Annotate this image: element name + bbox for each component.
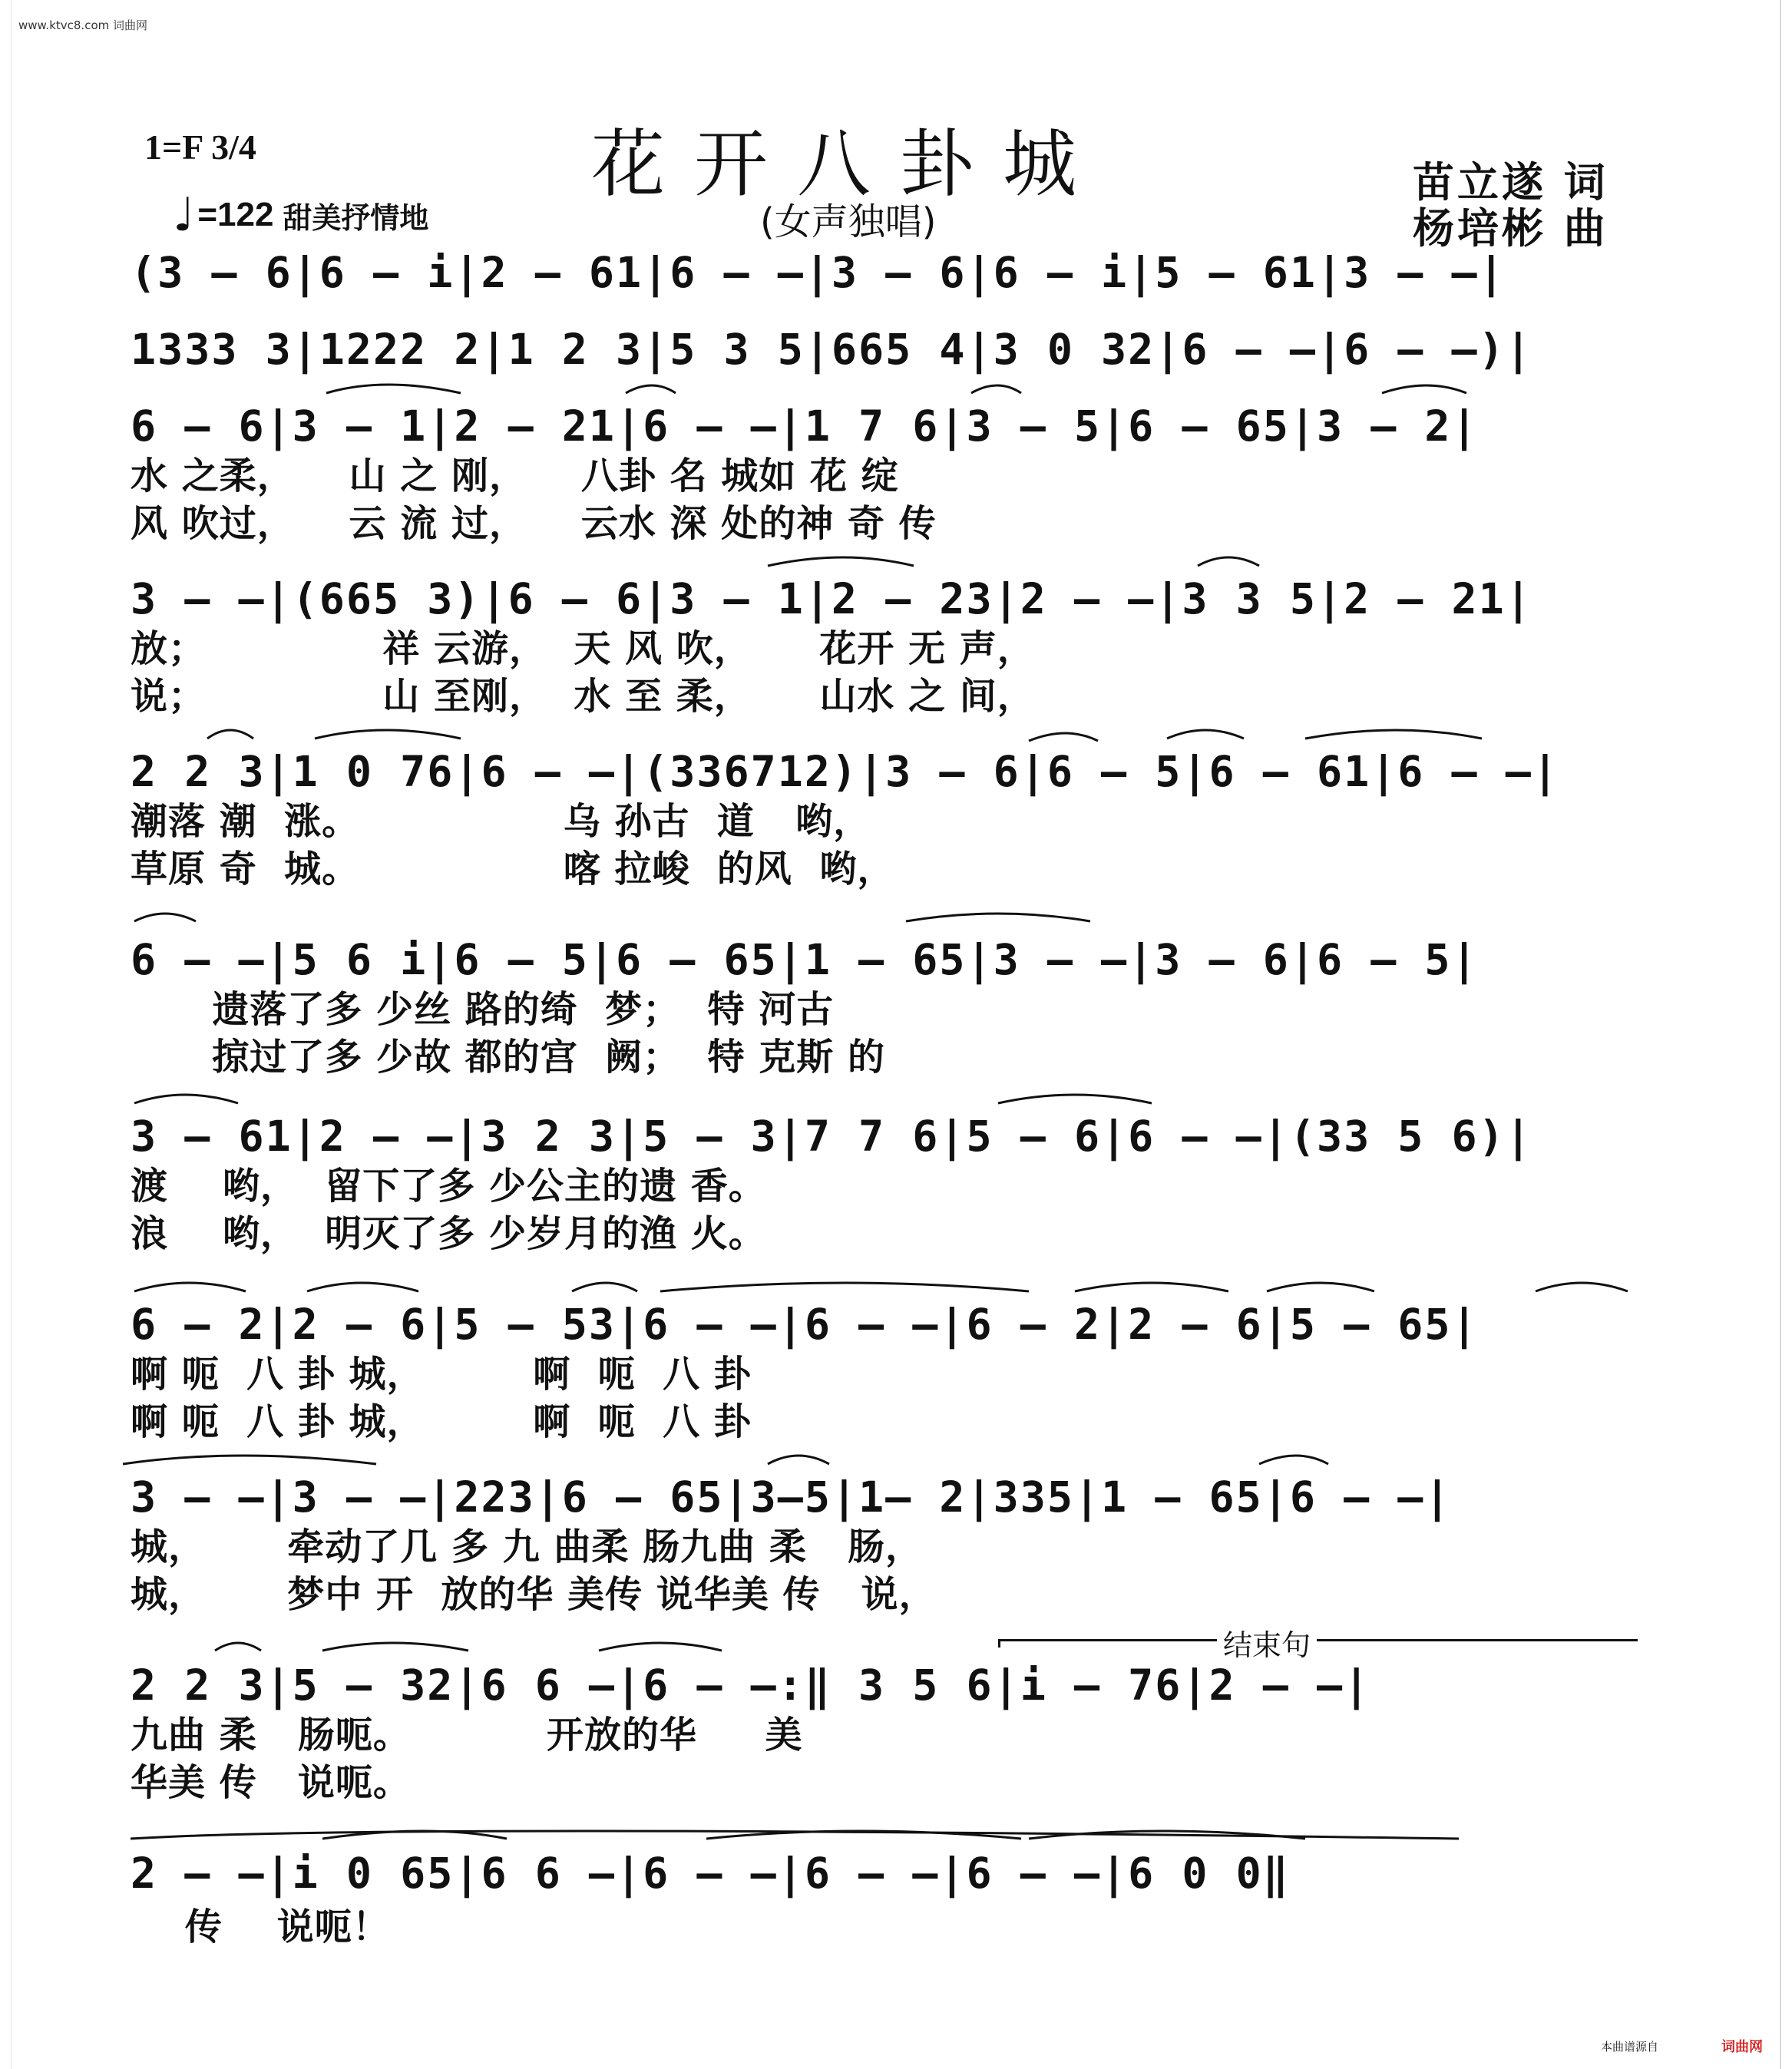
lyric-verse-1: 水 之柔， 山 之 刚， 八卦 名 城如 花 绽 <box>131 454 899 497</box>
slur <box>1075 1283 1228 1291</box>
slur <box>134 1095 238 1103</box>
slur <box>768 557 914 566</box>
notation-line: 6 — 2|2 — 6|5 — 53|6 — —|6 — —|6 — 2|2 — 6|5 — 65| <box>131 1300 1479 1349</box>
slur <box>326 385 461 393</box>
slur <box>998 1095 1152 1103</box>
lyric-verse-1: 遗落了多 少丝 路的绮 梦； 特 河古 <box>131 988 835 1031</box>
slur <box>315 730 461 739</box>
key-signature: 1=F 3/4 <box>144 127 256 167</box>
lyric-verse-1: 放； 祥 云游， 天 风 吹， 花开 无 声， <box>131 627 1035 670</box>
slur <box>1382 385 1466 393</box>
lyric-verse-1: 城， 牵动了几 多 九 曲柔 肠九曲 柔 肠， <box>131 1525 923 1568</box>
lyric-verse-1: 啊 呃 八 卦 城， 啊 呃 八 卦 <box>131 1353 752 1396</box>
lyric-verse-2: 城， 梦中 开 放的华 美传 说华美 传 说， <box>131 1573 937 1616</box>
lyric-verse-2: 华美 传 说呃。 <box>131 1761 411 1804</box>
ending-bracket <box>998 1639 1638 1648</box>
lyric-verse-2: 浪 哟， 明灭了多 少岁月的渔 火。 <box>131 1212 766 1255</box>
slur <box>322 1831 507 1839</box>
slur <box>207 730 253 739</box>
notation-line: 2 2 3|1 0 76|6 — —|(336712)|3 — 6|6 — 5|6 — 61|6 — —| <box>131 747 1559 796</box>
notation-line: 6 — —|5 6 i|6 — 5|6 — 65|1 — 65|3 — —|3 — 6|6 — 5| <box>131 935 1479 984</box>
slur <box>1198 557 1259 566</box>
lyric-verse-1: 渡 哟， 留下了多 少公主的遗 香。 <box>131 1165 766 1208</box>
left-border-line <box>11 0 12 2069</box>
slur <box>1267 1283 1374 1291</box>
slur <box>768 1456 829 1464</box>
song-subtitle: (女声独唱) <box>760 200 937 243</box>
notation-line: 3 — —|3 — —|223|6 — 65|3—5|1— 2|335|1 — 65|6 — —| <box>131 1472 1452 1522</box>
notation-line: 2 2 3|5 — 32|6 6 —|6 — —:‖ 3 5 6|i — 76|2 — —| <box>131 1661 1371 1710</box>
tempo-marking <box>173 188 428 242</box>
slur <box>1029 1831 1305 1839</box>
lyric-verse-2: 掠过了多 少故 都的宫 阙； 特 克斯 的 <box>131 1036 885 1079</box>
composer-credit: 杨培彬 曲 <box>1413 204 1609 253</box>
lyric-verse-2: 风 吹过， 云 流 过， 云水 深 处的神 奇 传 <box>131 502 937 545</box>
tempo-style: 甜美抒情地 <box>283 200 429 235</box>
slur <box>322 1643 468 1651</box>
slur <box>706 1831 1021 1839</box>
notation-line: 1333 3|1222 2|1 2 3|5 3 5|665 4|3 0 32|6 — —|6 — —)| <box>131 325 1532 374</box>
watermark-text: www.ktvc8.com 词曲网 <box>18 18 148 32</box>
slur <box>131 1831 1459 1839</box>
lyricist-credit: 苗立遂 词 <box>1413 158 1609 207</box>
slur <box>626 385 676 393</box>
slur <box>134 914 196 921</box>
slur <box>1259 1456 1328 1464</box>
slur <box>307 1283 418 1291</box>
notation-line: 3 — —|(665 3)|6 — 6|3 — 1|2 — 23|2 — —|3 3 5|2 — 21| <box>131 574 1532 623</box>
notation-line: 3 — 61|2 — —|3 2 3|5 — 3|7 7 6|5 — 6|6 — —|(33 5 6)| <box>131 1112 1532 1161</box>
tempo-value: =122 <box>197 196 274 233</box>
lyric-verse-2: 草原 奇 城。 喀 拉峻 的风 哟， <box>131 848 895 891</box>
lyric-verse-2: 啊 呃 八 卦 城， 啊 呃 八 卦 <box>131 1400 752 1443</box>
slur <box>123 1456 376 1464</box>
right-border-line <box>1780 0 1781 2069</box>
slur <box>599 1643 722 1651</box>
ending-label: 结束句 <box>1217 1621 1317 1664</box>
slur <box>1536 1283 1628 1291</box>
slur <box>1305 730 1482 739</box>
song-title: 花开八卦城 <box>591 121 1106 207</box>
slur <box>1029 733 1098 741</box>
lyric-verse-1: 传 说呃！ <box>131 1905 390 1948</box>
notation-line: 2 — —|i 0 65|6 6 —|6 — —|6 — —|6 — —|6 0 0‖ <box>131 1849 1290 1898</box>
notation-line: (3 — 6|6 — i|2 — 61|6 — —|3 — 6|6 — i|5 — 61|3 — —| <box>131 248 1506 297</box>
slur <box>906 914 1090 921</box>
source-note: 本曲谱源自 <box>1601 2040 1659 2054</box>
slur <box>134 1283 246 1291</box>
slur <box>660 1283 1029 1291</box>
slur <box>971 385 1021 393</box>
lyric-verse-1: 潮落 潮 涨。 乌 孙古 道 哟， <box>131 800 871 843</box>
slur <box>572 1283 637 1291</box>
source-site-logo: 词曲网 <box>1721 2039 1763 2055</box>
slur <box>1167 730 1244 739</box>
notation-line: 6 — 6|3 — 1|2 — 21|6 — —|1 7 6|3 — 5|6 — 65|3 — 2| <box>131 402 1479 451</box>
quarter-note-icon: ♩ <box>173 188 195 242</box>
lyric-verse-2: 说； 山 至刚， 水 至 柔， 山水 之 间， <box>131 675 1035 718</box>
slur <box>215 1643 261 1651</box>
lyric-verse-1: 九曲 柔 肠呃。 开放的华 美 <box>131 1714 803 1757</box>
